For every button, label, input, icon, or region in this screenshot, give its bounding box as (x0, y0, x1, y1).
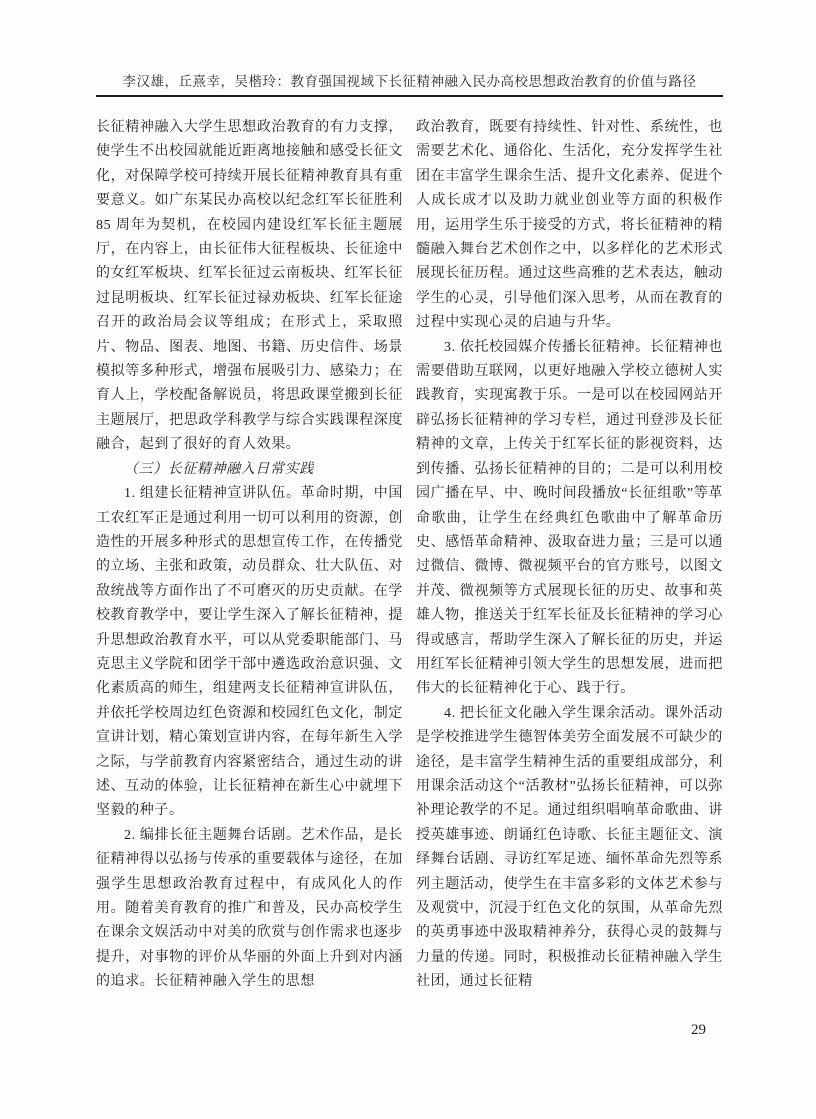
header-rule (96, 95, 723, 97)
section-heading: （三）长征精神融入日常实践 (124, 461, 314, 477)
page-number: 29 (691, 1022, 706, 1038)
left-column (96, 116, 403, 995)
right-column (416, 116, 723, 995)
running-head: 李汉雄，丘熹幸，吴楷玲：教育强国视域下长征精神融入民办高校思想政治教育的价值与路径 (122, 74, 697, 89)
paragraph-continuation: 长征精神融入大学生思想政治教育的有力支撑，使学生不出校园就能近距离地接触和感受长征文化，对保障学校可持续开展长征精神教育具有重要意义。如广东某民办高校以纪念红军长征胜利 85 周年为契机，在校园内建设红军长征主题展厅，在内容上，由长征伟大征程板块、长征途中的女红军板块、红军长征过云南板块、红军长征过昆明板块、红军长征过禄劝板块、红军长征途召开的政治局会议等组成；在形式上，采取照片、物品、图表、地图、书籍、历史信件、场景模拟等多种形式，增强布展吸引力、感染力；在育人上，学校配备解说员，将思政课堂搬到长征主题展厅，把思政学科教学与综合实践课程深度融合，起到了很好的育人效果。 (96, 120, 403, 453)
two-column-body (96, 116, 723, 995)
paragraph-item-3: 3. 依托校园媒介传播长征精神。长征精神也需要借助互联网，以更好地融入学校立德树人实践教育，实现寓教于乐。一是可以在校园网站开辟弘扬长征精神的学习专栏，通过刊登涉及长征精神的文章，上传关于红军长征的影视资料，达到传播、弘扬长征精神的目的；二是可以利用校园广播在早、中、晚时间段播放“长征组歌”等革命歌曲，让学生在经典红色歌曲中了解革命历史、感悟革命精神、汲取奋进力量；三是可以通过微信、微博、微视频平台的官方账号，以图文并茂、微视频等方式展现长征的历史、故事和英雄人物，推送关于红军长征及长征精神的学习心得或感言，帮助学生深入了解长征的历史，并运用红军长征精神引领大学生的思想发展，进而把伟大的长征精神化于心、践于行。 (416, 339, 723, 697)
paragraph-item-2-end: 政治教育，既要有持续性、针对性、系统性，也需要艺术化、通俗化、生活化，充分发挥学生社团在丰富学生课余生活、提升文化素养、促进个人成长成才以及助力就业创业等方面的积极作用，运用学生乐于接受的方式，将长征精神的精髓融入舞台艺术创作之中，以多样化的艺术形式展现长征历程。通过这些高雅的艺术表达，触动学生的心灵，引导他们深入思考，从而在教育的过程中实现心灵的启迪与升华。 (416, 120, 723, 331)
paragraph-item-4: 4. 把长征文化融入学生课余活动。课外活动是学校推进学生德智体美劳全面发展不可缺少的途径，是丰富学生精神生活的重要组成部分，利用课余活动这个“活教材”弘扬长征精神，可以弥补理论教学的不足。通过组织唱响革命歌曲、讲授英雄事迹、朗诵红色诗歌、长征主题征文、演绎舞台话剧、寻访红军足迹、缅怀革命先烈等系列主题活动，使学生在丰富多彩的文体艺术参与及观赏中，沉浸于红色文化的氛围，从革命先烈的英勇事迹中汲取精神养分，获得心灵的鼓舞与力量的传递。同时，积极推动长征精神融入学生社团，通过长征精 (416, 705, 723, 990)
paragraph-item-1: 1. 组建长征精神宣讲队伍。革命时期，中国工农红军正是通过利用一切可以利用的资源，创造性的开展多种形式的思想宣传工作，在传播党的立场、主张和政策，动员群众、壮大队伍、对敌统战等方面作出了不可磨灭的历史贡献。在学校教育教学中，要让学生深入了解长征精神，提升思想政治教育水平，可以从党委职能部门、马克思主义学院和团学干部中遴选政治意识强、文化素质高的师生，组建两支长征精神宣讲队伍，并依托学校周边红色资源和校园红色文化，制定宣讲计划，精心策划宣讲内容，在每年新生入学之际，与学前教育内容紧密结合，通过生动的讲述、互动的体验，让长征精神在新生心中就埋下坚毅的种子。 (96, 486, 403, 819)
paragraph-item-2-start: 2. 编排长征主题舞台话剧。艺术作品，是长征精神得以弘扬与传承的重要载体与途径，在加强学生思想政治教育过程中，有成风化人的作用。随着美育教育的推广和普及，民办高校学生在课余文娱活动中对美的欣赏与创作需求也逐步提升，对事物的评价从华丽的外面上升到对内涵的追求。长征精神融入学生的思想 (96, 827, 403, 990)
